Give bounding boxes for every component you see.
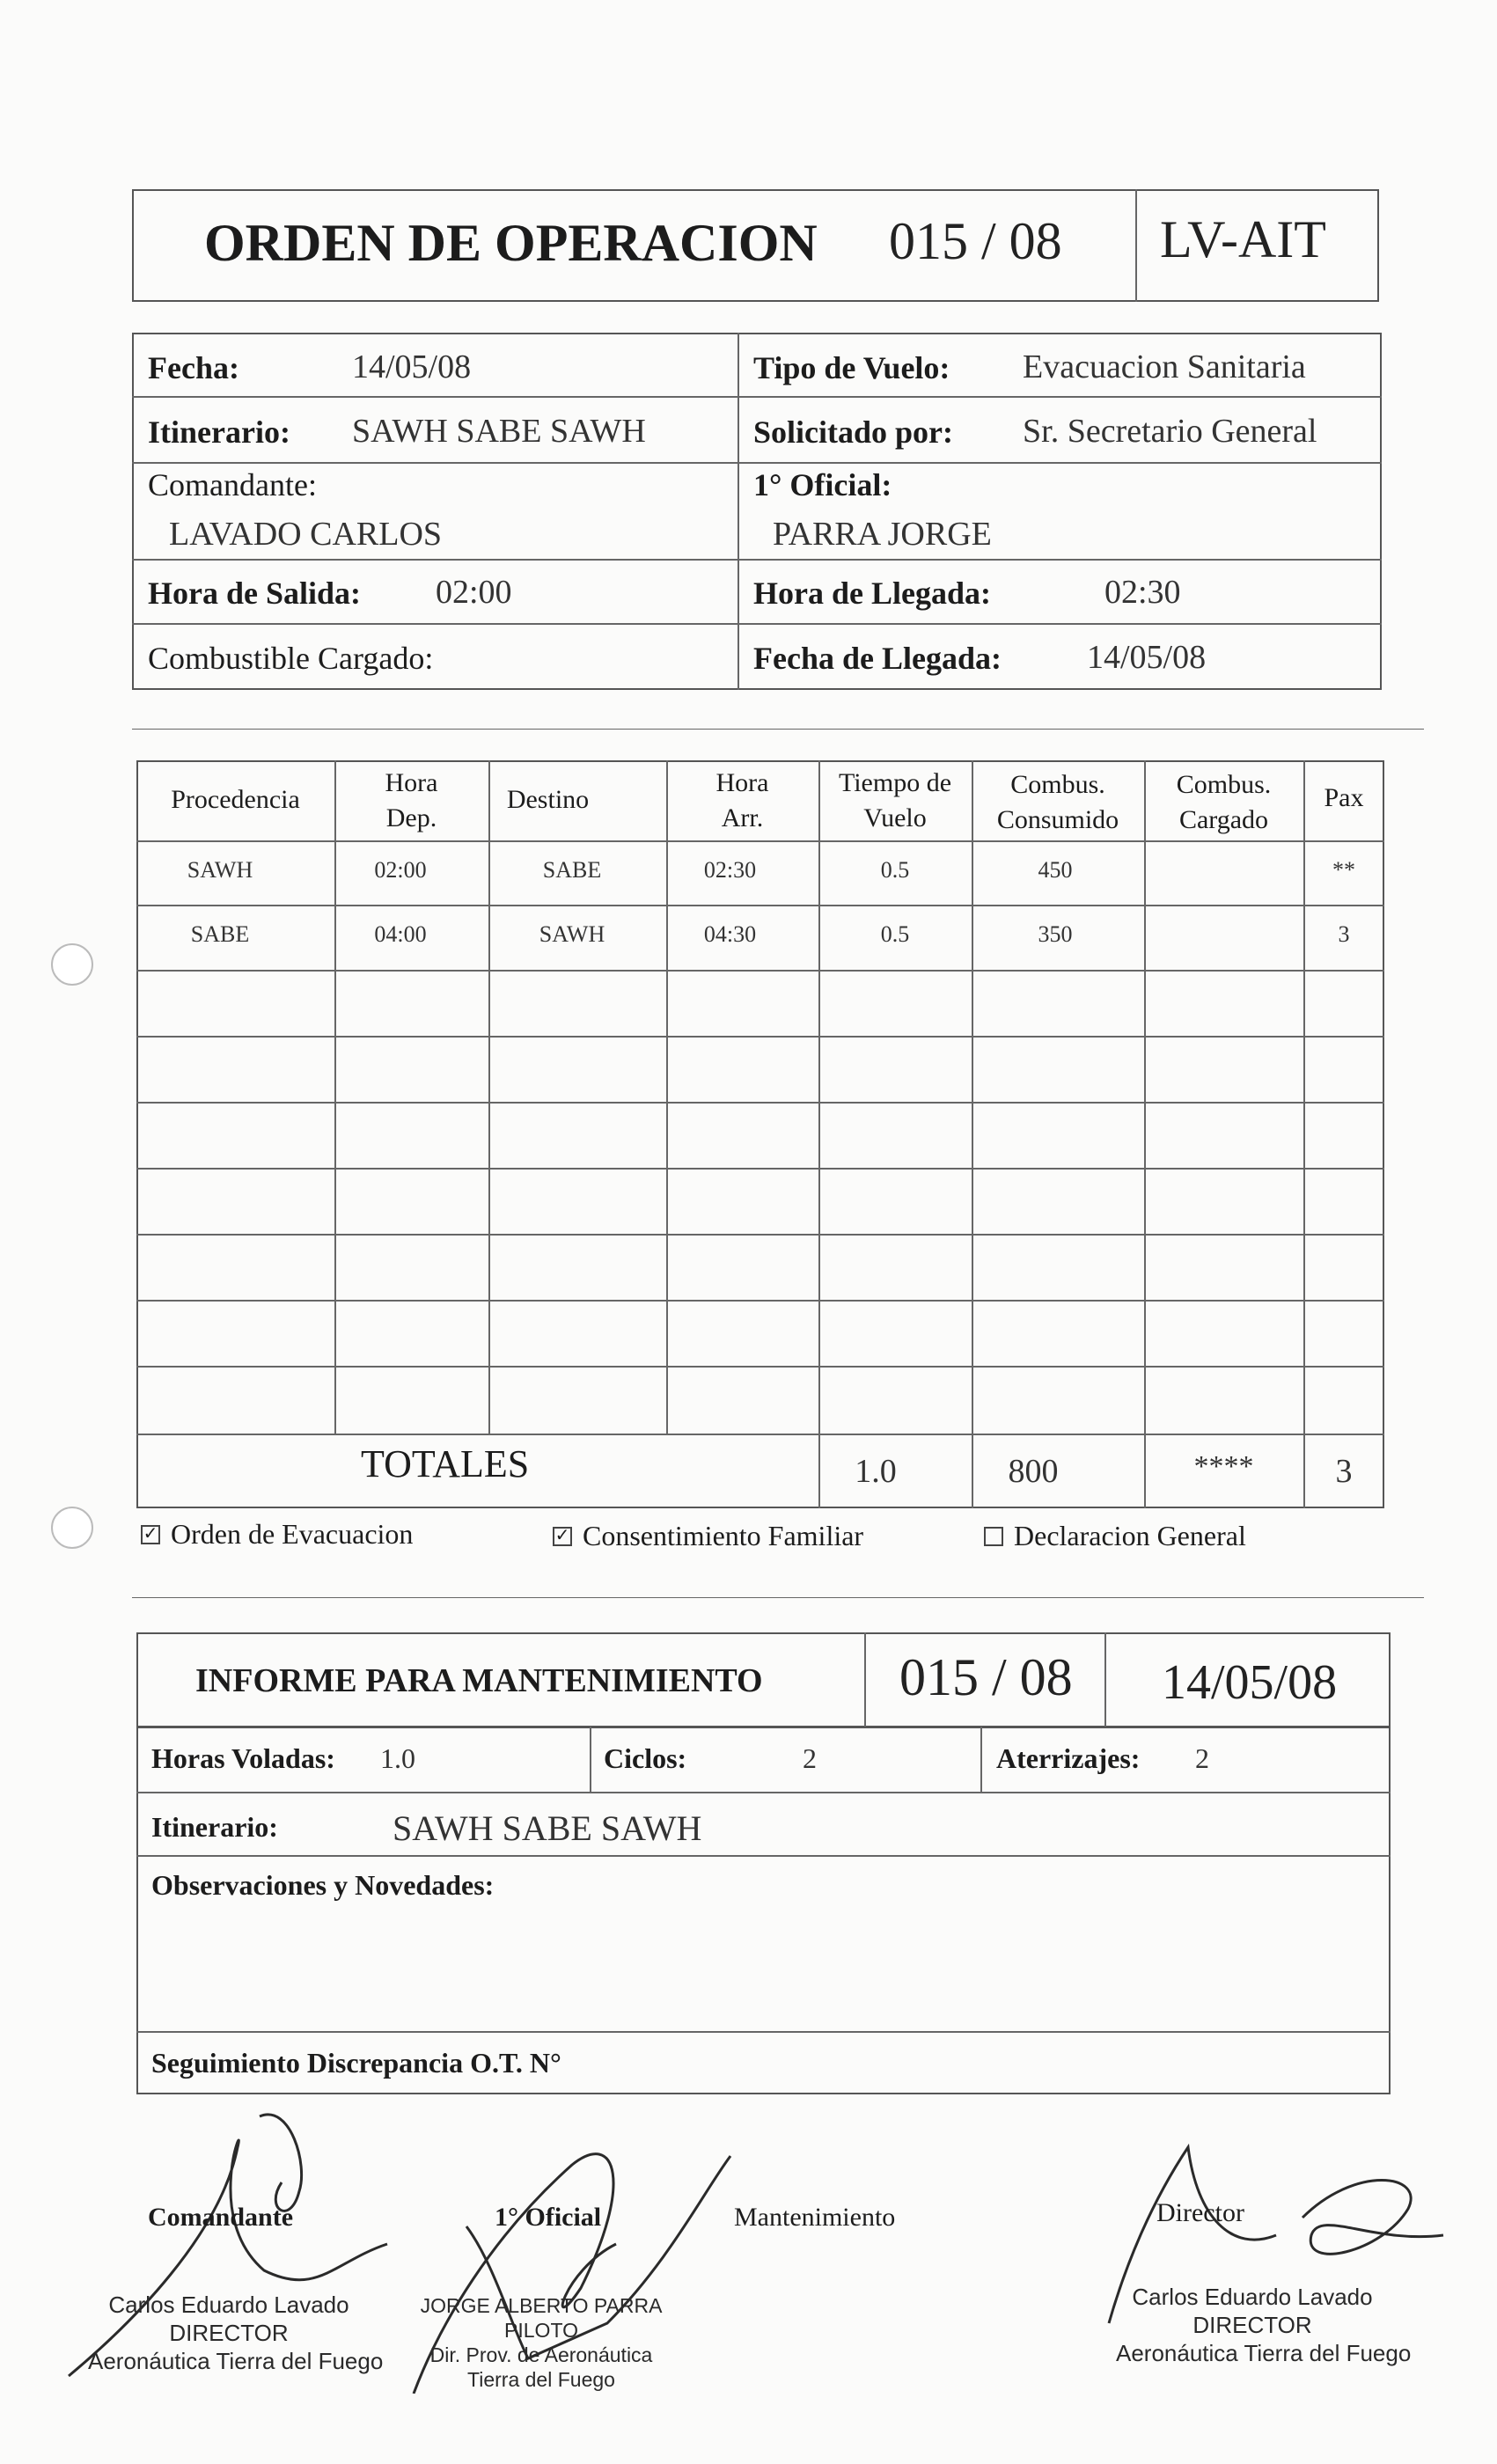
itinerario-value: SAWH SABE SAWH — [352, 413, 646, 450]
table-row-1-destino: SABE — [542, 857, 602, 883]
signature-oficial-label: 1° Oficial — [495, 2203, 602, 2232]
ciclos-value: 2 — [803, 1742, 817, 1774]
table-row-2-pax: 3 — [1338, 921, 1350, 947]
stamp-director: Carlos Eduardo Lavado DIRECTOR Aeronáutica Tierra del Fuego — [1116, 2284, 1412, 2366]
hora-llegada-label: Hora de Llegada: — [753, 576, 991, 611]
col-pax: Pax — [1324, 783, 1364, 812]
checkbox-evacuacion[interactable]: ✓ — [141, 1525, 160, 1544]
table-row-1-consumido: 450 — [1038, 857, 1073, 883]
stamp-comandante: Carlos Eduardo Lavado DIRECTOR Aeronáutica Tierra del Fuego — [88, 2292, 384, 2374]
stamp-oficial: JORGE ALBERTO PARRA PILOTO Dir. Prov. de Aeronáutica Tierra del Fuego — [420, 2294, 663, 2391]
check-orden-evacuacion[interactable]: ✓ Orden de Evacuacion — [141, 1518, 413, 1551]
total-consumido: 800 — [1008, 1453, 1059, 1490]
col-tiempo-1: Tiempo de — [838, 768, 952, 797]
totales-label: TOTALES — [361, 1442, 530, 1485]
table-row-2-tiempo: 0.5 — [880, 921, 910, 947]
tipo-vuelo-value: Evacuacion Sanitaria — [1023, 348, 1306, 385]
ciclos-label: Ciclos: — [604, 1742, 687, 1774]
table-row-2-consumido: 350 — [1038, 921, 1073, 947]
hora-salida-value: 02:00 — [436, 574, 512, 611]
oficial-value: PARRA JORGE — [773, 516, 992, 553]
col-hora-arr-2: Arr. — [721, 803, 764, 832]
fecha-value: 14/05/08 — [352, 348, 472, 385]
col-cargado-2: Cargado — [1178, 805, 1269, 834]
aterrizajes-value: 2 — [1195, 1742, 1209, 1774]
solicitado-label: Solicitado por: — [753, 414, 954, 450]
aircraft-registration: LV-AIT — [1160, 210, 1326, 268]
total-cargado: **** — [1193, 1450, 1254, 1483]
maintenance-date: 14/05/08 — [1162, 1655, 1338, 1710]
signature-mantenimiento-label: Mantenimiento — [734, 2203, 896, 2232]
aterrizajes-label: Aterrizajes: — [996, 1742, 1141, 1774]
horas-voladas-value: 1.0 — [380, 1742, 415, 1774]
col-consumido-1: Combus. — [1010, 770, 1105, 799]
hora-salida-label: Hora de Salida: — [148, 576, 362, 611]
col-tiempo-2: Vuelo — [863, 803, 927, 832]
table-row-1-hora-arr: 02:30 — [703, 857, 757, 883]
col-procedencia: Procedencia — [171, 785, 300, 814]
order-number: 015 / 08 — [889, 212, 1062, 270]
table-row-1-tiempo: 0.5 — [880, 857, 910, 883]
punch-hole-top — [51, 943, 93, 986]
hora-llegada-value: 02:30 — [1104, 574, 1181, 611]
itinerario-label: Itinerario: — [148, 414, 290, 450]
comandante-value: LAVADO CARLOS — [169, 516, 443, 553]
seguimiento-label: Seguimiento Discrepancia O.T. N° — [151, 2047, 561, 2079]
col-hora-arr-1: Hora — [715, 768, 769, 797]
section-divider — [132, 729, 1424, 730]
punch-hole-bottom — [51, 1507, 93, 1549]
total-tiempo: 1.0 — [855, 1453, 897, 1490]
col-hora-dep-1: Hora — [385, 768, 438, 797]
signature-director-label: Director — [1156, 2198, 1244, 2227]
maintenance-number: 015 / 08 — [899, 1648, 1073, 1706]
signature-comandante-label: Comandante — [148, 2203, 294, 2232]
fecha-llegada-value: 14/05/08 — [1087, 639, 1207, 676]
table-row-1-hora-dep: 02:00 — [374, 857, 427, 883]
table-row-2-hora-dep: 04:00 — [374, 921, 427, 947]
comandante-label: Comandante: — [148, 467, 317, 502]
table-row-1-procedencia: SAWH — [187, 857, 253, 883]
maintenance-title: INFORME PARA MANTENIMIENTO — [195, 1662, 763, 1699]
table-row-2-procedencia: SABE — [190, 921, 250, 947]
check-declaracion-general[interactable]: Declaracion General — [984, 1520, 1246, 1552]
mant-itinerario-value: SAWH SABE SAWH — [393, 1808, 702, 1848]
table-row-2-hora-arr: 04:30 — [703, 921, 757, 947]
fecha-llegada-label: Fecha de Llegada: — [753, 641, 1002, 676]
observaciones-label: Observaciones y Novedades: — [151, 1869, 495, 1901]
combustible-label: Combustible Cargado: — [148, 641, 434, 676]
checkbox-consentimiento[interactable]: ✓ — [553, 1527, 572, 1546]
col-destino: Destino — [506, 785, 590, 814]
solicitado-value: Sr. Secretario General — [1023, 413, 1317, 450]
maintenance-body — [136, 1727, 1391, 2094]
tipo-vuelo-label: Tipo de Vuelo: — [753, 350, 950, 385]
horas-voladas-label: Horas Voladas: — [151, 1742, 335, 1774]
col-consumido-2: Consumido — [996, 805, 1119, 834]
page-title: ORDEN DE OPERACION — [204, 214, 818, 272]
section-divider-2 — [132, 1597, 1424, 1598]
table-row-1-pax: ** — [1332, 857, 1355, 883]
fecha-label: Fecha: — [148, 350, 239, 385]
oficial-label: 1° Oficial: — [753, 467, 892, 502]
check-consentimiento-familiar[interactable]: ✓ Consentimiento Familiar — [553, 1520, 863, 1552]
total-pax: 3 — [1335, 1453, 1353, 1490]
col-hora-dep-2: Dep. — [385, 803, 437, 832]
table-row-2-destino: SAWH — [539, 921, 605, 947]
checkbox-declaracion[interactable] — [984, 1527, 1003, 1546]
col-cargado-1: Combus. — [1176, 770, 1272, 799]
mant-itinerario-label: Itinerario: — [151, 1811, 278, 1843]
